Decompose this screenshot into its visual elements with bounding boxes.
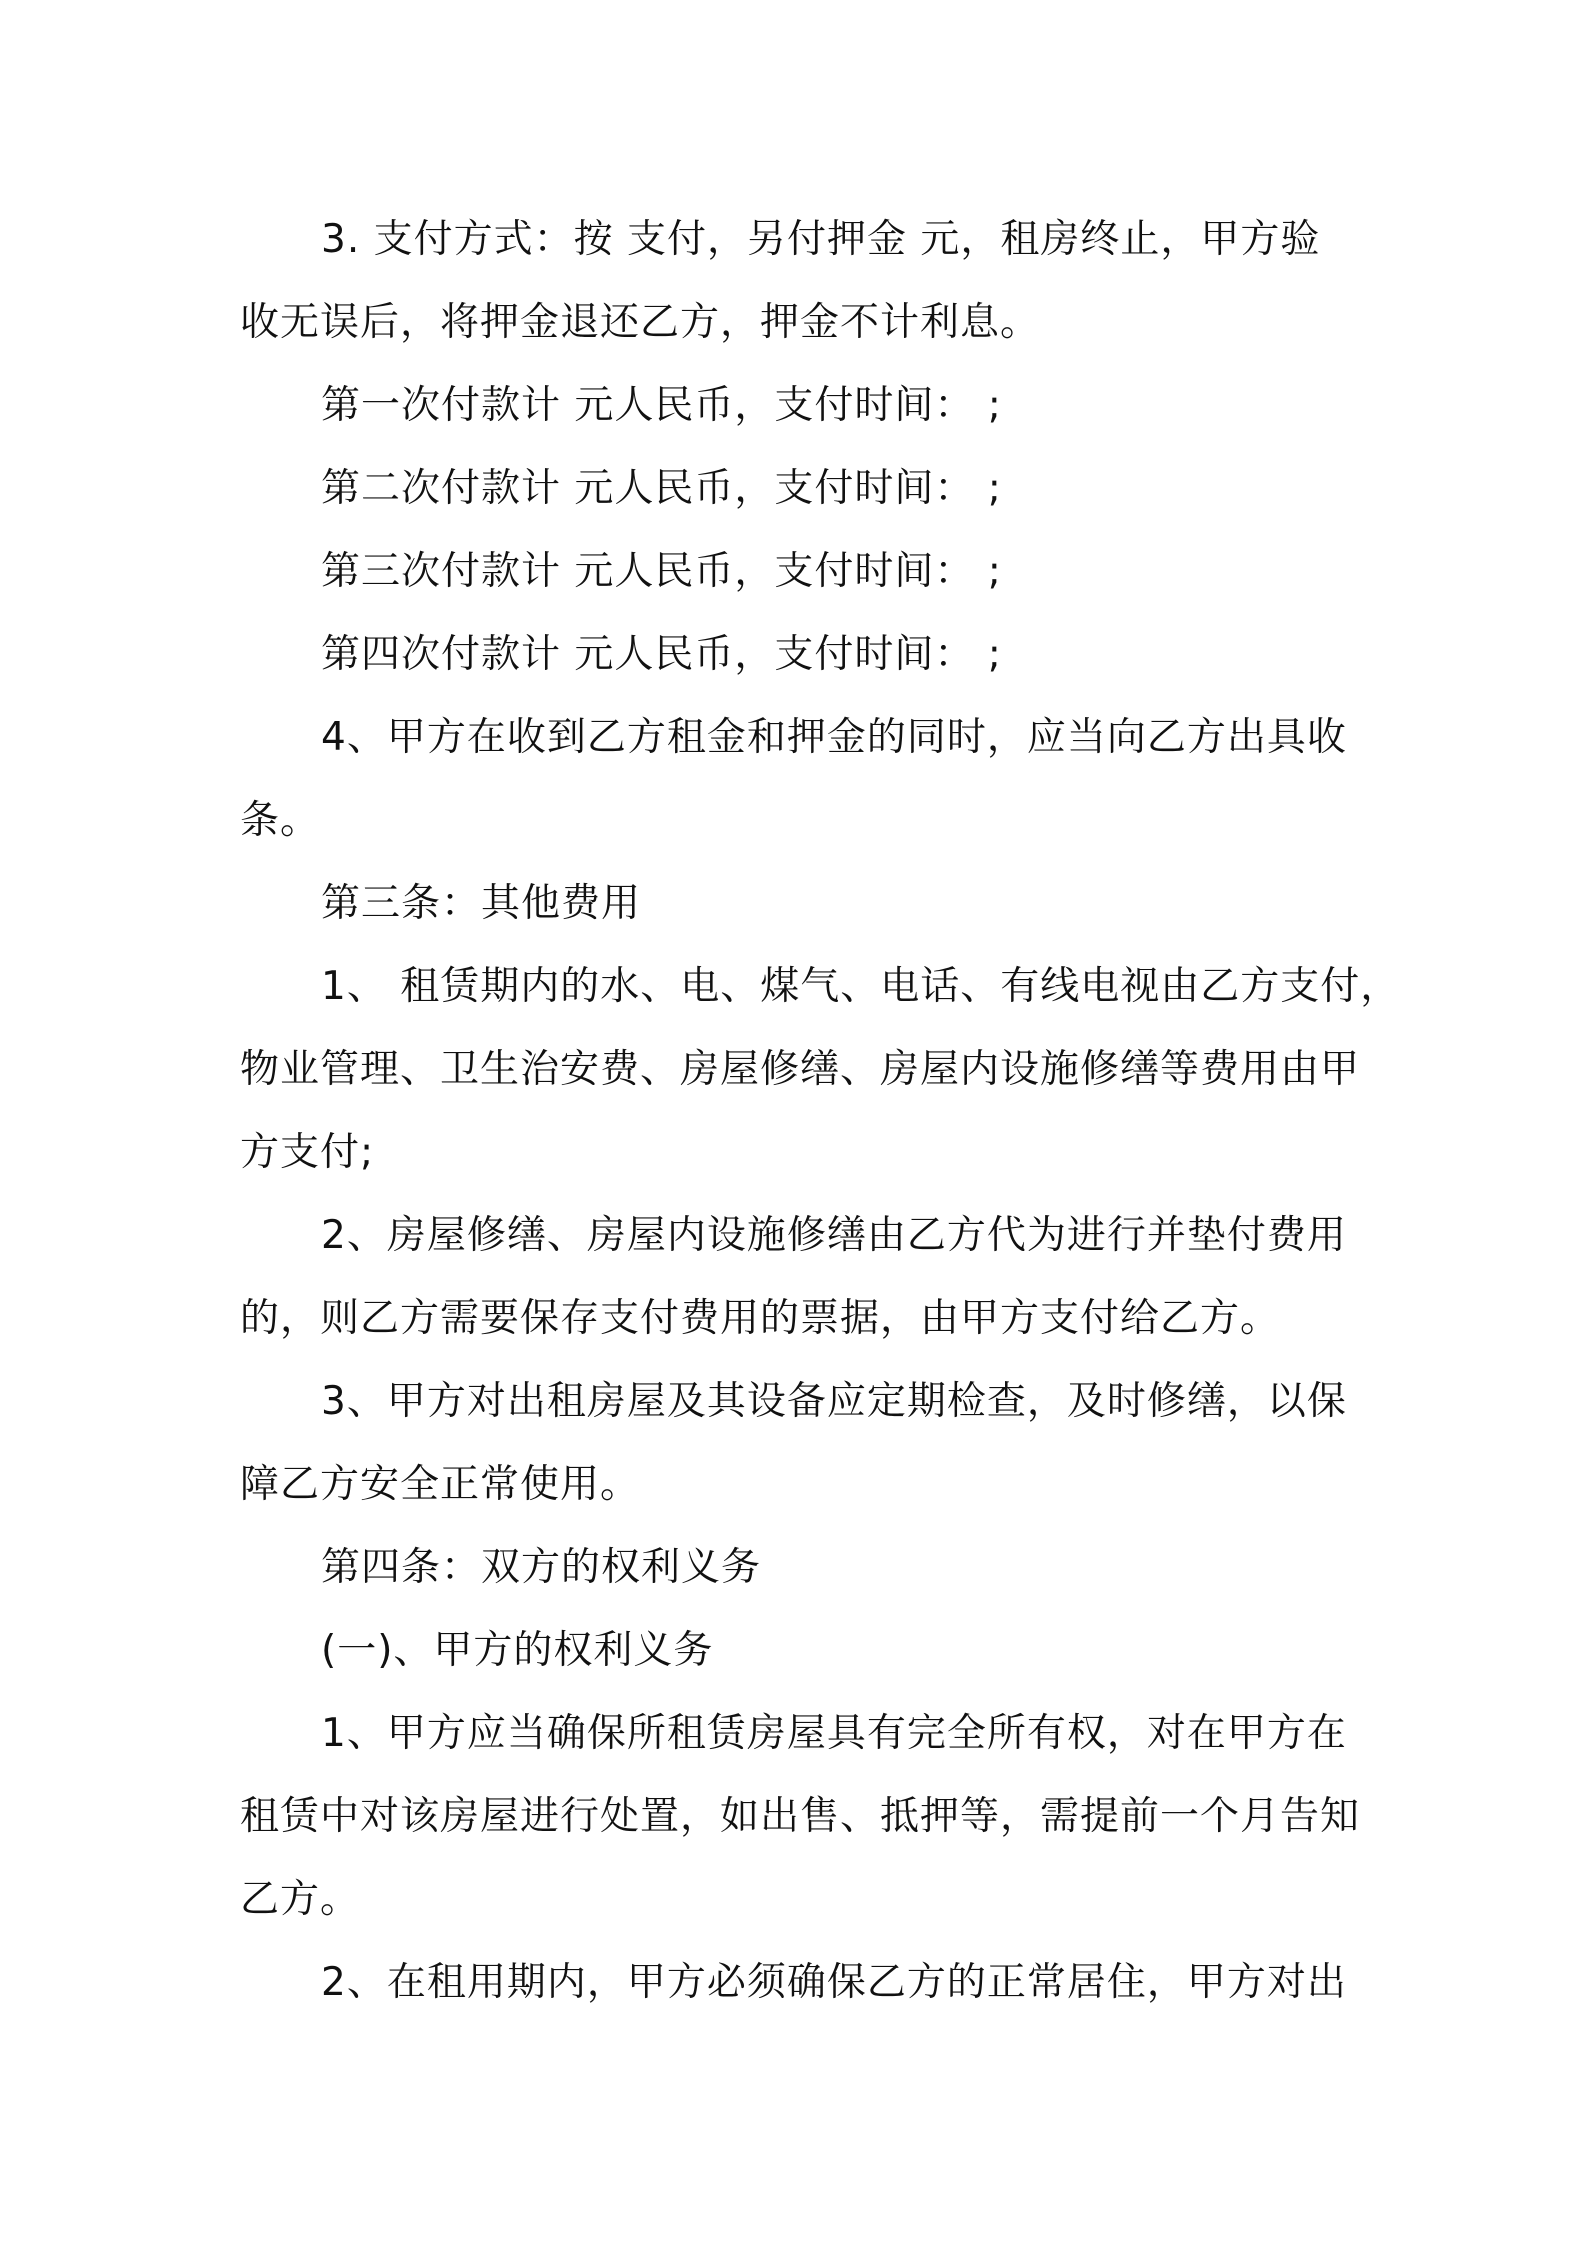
other-fees-item-3-line-1: 3、甲方对出租房屋及其设备应定期检查，及时修缮，以保 bbox=[321, 1379, 1347, 1424]
receipt-clause-line-1: 4、甲方在收到乙方租金和押金的同时，应当向乙方出具收 bbox=[321, 715, 1347, 760]
party-a-item-1-line-1: 1、甲方应当确保所租赁房屋具有完全所有权，对在甲方在 bbox=[321, 1711, 1347, 1756]
payment-method-line-1: 3. 支付方式：按 支付，另付押金 元，租房终止，甲方验 bbox=[321, 217, 1321, 262]
payment-method-line-2: 收无误后，将押金退还乙方，押金不计利息。 bbox=[240, 300, 1041, 345]
other-fees-item-2-line-2: 的，则乙方需要保存支付费用的票据，由甲方支付给乙方。 bbox=[240, 1296, 1281, 1341]
other-fees-item-1-line-2: 物业管理、卫生治安费、房屋修缮、房屋内设施修缮等费用由甲 bbox=[240, 1047, 1361, 1092]
article-four-heading: 第四条：双方的权利义务 bbox=[321, 1545, 762, 1590]
party-a-rights-heading: (一)、甲方的权利义务 bbox=[321, 1628, 714, 1673]
other-fees-item-1-line-3: 方支付; bbox=[240, 1130, 375, 1175]
party-a-item-1-line-3: 乙方。 bbox=[240, 1877, 361, 1922]
other-fees-item-1-line-1: 1、 租赁期内的水、电、煤气、电话、有线电视由乙方支付， bbox=[321, 964, 1401, 1009]
party-a-item-2-line-1: 2、在租用期内，甲方必须确保乙方的正常居住，甲方对出 bbox=[321, 1960, 1347, 2005]
article-three-heading: 第三条：其他费用 bbox=[321, 881, 642, 926]
party-a-item-1-line-2: 租赁中对该房屋进行处置，如出售、抵押等，需提前一个月告知 bbox=[240, 1794, 1361, 1839]
receipt-clause-line-2: 条。 bbox=[240, 798, 321, 843]
other-fees-item-3-line-2: 障乙方安全正常使用。 bbox=[240, 1462, 641, 1507]
first-payment-line: 第一次付款计 元人民币，支付时间： ; bbox=[321, 383, 1002, 428]
other-fees-item-2-line-1: 2、房屋修缮、房屋内设施修缮由乙方代为进行并垫付费用 bbox=[321, 1213, 1347, 1258]
second-payment-line: 第二次付款计 元人民币，支付时间： ; bbox=[321, 466, 1002, 511]
fourth-payment-line: 第四次付款计 元人民币，支付时间： ; bbox=[321, 632, 1002, 677]
third-payment-line: 第三次付款计 元人民币，支付时间： ; bbox=[321, 549, 1002, 594]
document-body bbox=[240, 198, 1401, 2024]
